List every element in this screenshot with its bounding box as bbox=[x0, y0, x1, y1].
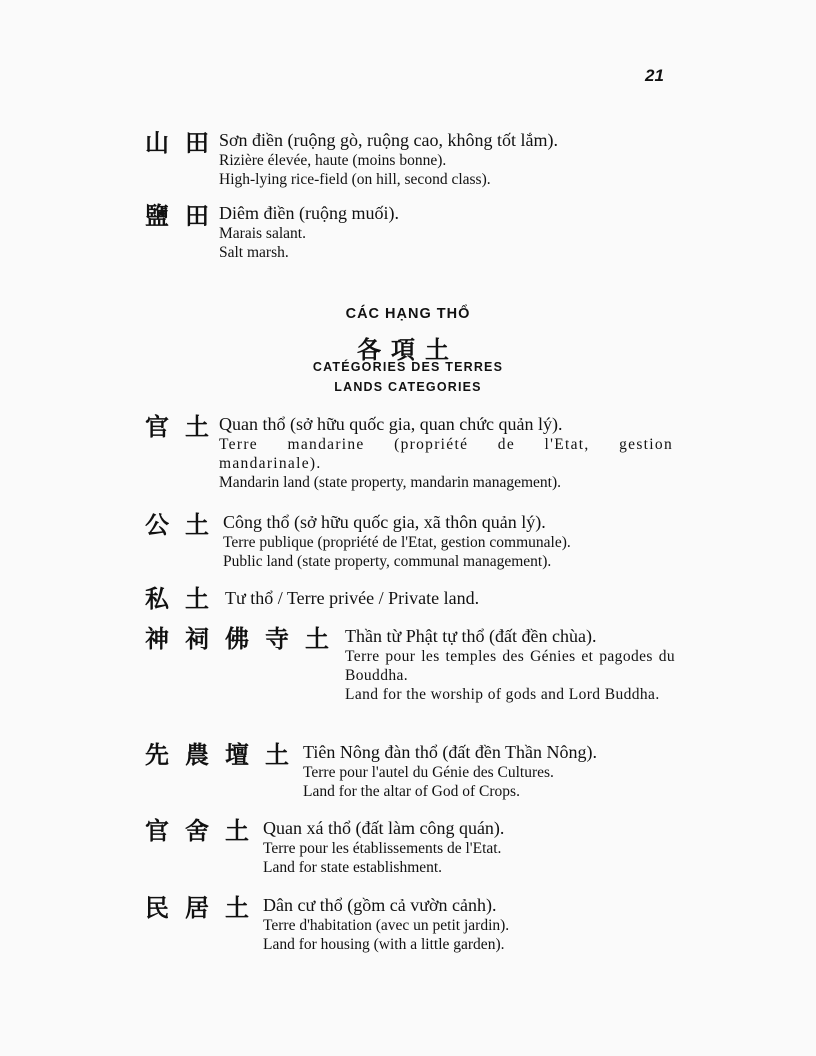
entry-dan-cu-tho bbox=[145, 895, 685, 955]
vietnamese-text: Dân cư thổ (gồm cả vườn cảnh). bbox=[263, 895, 497, 915]
han-char: 寺 bbox=[265, 625, 289, 653]
han-char: 神 bbox=[145, 625, 169, 653]
vietnamese-text: Công thổ (sở hữu quốc gia, xã thôn quản lý). bbox=[223, 512, 546, 532]
english-text: Salt marsh. bbox=[219, 244, 289, 261]
french-text: Terre pour les temples des Génies et pagodes du Bouddha. bbox=[345, 648, 675, 684]
han-char: 土 bbox=[305, 625, 329, 653]
han-characters bbox=[145, 586, 225, 612]
han-characters bbox=[145, 818, 265, 844]
entry-quan-xa-tho bbox=[145, 818, 685, 878]
vietnamese-text: Quan thổ (sở hữu quốc gia, quan chức quản lý). bbox=[219, 414, 563, 434]
han-char: 民 bbox=[145, 894, 169, 922]
french-text: Marais salant. bbox=[219, 225, 306, 242]
han-char: 田 bbox=[185, 202, 209, 230]
han-characters bbox=[145, 512, 225, 538]
section-title-french: CATÉGORIES DES TERRES bbox=[312, 360, 504, 374]
han-char: 舍 bbox=[185, 817, 209, 845]
han-char: 官 bbox=[145, 413, 169, 441]
han-char: 祠 bbox=[185, 625, 209, 653]
han-characters bbox=[145, 895, 265, 921]
english-text: Land for state establishment. bbox=[263, 859, 443, 876]
han-char: 田 bbox=[185, 129, 209, 157]
entry-diem-dien bbox=[145, 203, 685, 263]
han-char: 佛 bbox=[225, 625, 249, 653]
english-text: Mandarin land (state property, mandarin management). bbox=[219, 474, 562, 491]
han-char: 土 bbox=[185, 413, 209, 441]
han-characters bbox=[145, 742, 305, 768]
entry-cong-tho bbox=[145, 512, 685, 572]
english-text: Land for the altar of God of Crops. bbox=[303, 783, 520, 800]
han-char: 土 bbox=[225, 894, 249, 922]
han-char: 農 bbox=[185, 741, 209, 769]
han-char: 土 bbox=[185, 585, 209, 613]
french-text: Terre publique (propriété de l'Etat, gestion communale). bbox=[223, 534, 571, 551]
han-char: 先 bbox=[145, 741, 169, 769]
entry-son-dien bbox=[145, 130, 685, 190]
han-char: 官 bbox=[145, 817, 169, 845]
entry-tu-tho bbox=[145, 586, 685, 616]
french-text: Rizière élevée, haute (moins bonne). bbox=[219, 152, 447, 169]
entry-than-tu-phat-tu-tho bbox=[145, 626, 685, 726]
vietnamese-text: Tiên Nông đàn thổ (đất đền Thần Nông). bbox=[303, 742, 597, 762]
han-char: 山 bbox=[145, 129, 169, 157]
han-char: 土 bbox=[185, 511, 209, 539]
french-text: Terre pour l'autel du Génie des Cultures. bbox=[303, 764, 554, 781]
han-char: 鹽 bbox=[145, 202, 169, 230]
section-title-english: LANDS CATEGORIES bbox=[334, 380, 482, 394]
han-characters bbox=[145, 414, 225, 440]
vietnamese-text: Thần từ Phật tự thổ (đất đền chùa). bbox=[345, 626, 597, 646]
english-text: Public land (state property, communal management). bbox=[223, 553, 552, 570]
entry-quan-tho bbox=[145, 414, 685, 494]
han-char: 壇 bbox=[225, 741, 249, 769]
han-characters bbox=[145, 626, 345, 652]
french-text: Terre mandarine (propriété de l'Etat, gestion mandarinale). bbox=[219, 436, 673, 472]
section-title-han: 各項土 bbox=[357, 336, 459, 364]
han-char: 土 bbox=[265, 741, 289, 769]
vietnamese-text: Tư thổ / Terre privée / Private land. bbox=[225, 588, 480, 608]
entry-tien-nong-dan-tho bbox=[145, 742, 685, 802]
han-char: 土 bbox=[225, 817, 249, 845]
english-text: High-lying rice-field (on hill, second class). bbox=[219, 171, 491, 188]
english-text: Land for housing (with a little garden). bbox=[263, 936, 505, 953]
vietnamese-text: Diêm điền (ruộng muối). bbox=[219, 203, 399, 223]
vietnamese-text: Sơn điền (ruộng gò, ruộng cao, không tốt lắm). bbox=[219, 130, 558, 150]
french-text: Terre d'habitation (avec un petit jardin). bbox=[263, 917, 510, 934]
section-title-vietnamese: CÁC HẠNG THỔ bbox=[345, 306, 471, 322]
page-number: 21 bbox=[645, 66, 664, 85]
han-char: 居 bbox=[185, 894, 209, 922]
han-characters bbox=[145, 203, 225, 229]
vietnamese-text: Quan xá thổ (đất làm công quán). bbox=[263, 818, 505, 838]
han-characters bbox=[145, 130, 225, 156]
han-char: 私 bbox=[145, 585, 169, 613]
english-text: Land for the worship of gods and Lord Buddha. bbox=[345, 686, 660, 703]
french-text: Terre pour les établissements de l'Etat. bbox=[263, 840, 502, 857]
han-char: 公 bbox=[145, 511, 169, 539]
